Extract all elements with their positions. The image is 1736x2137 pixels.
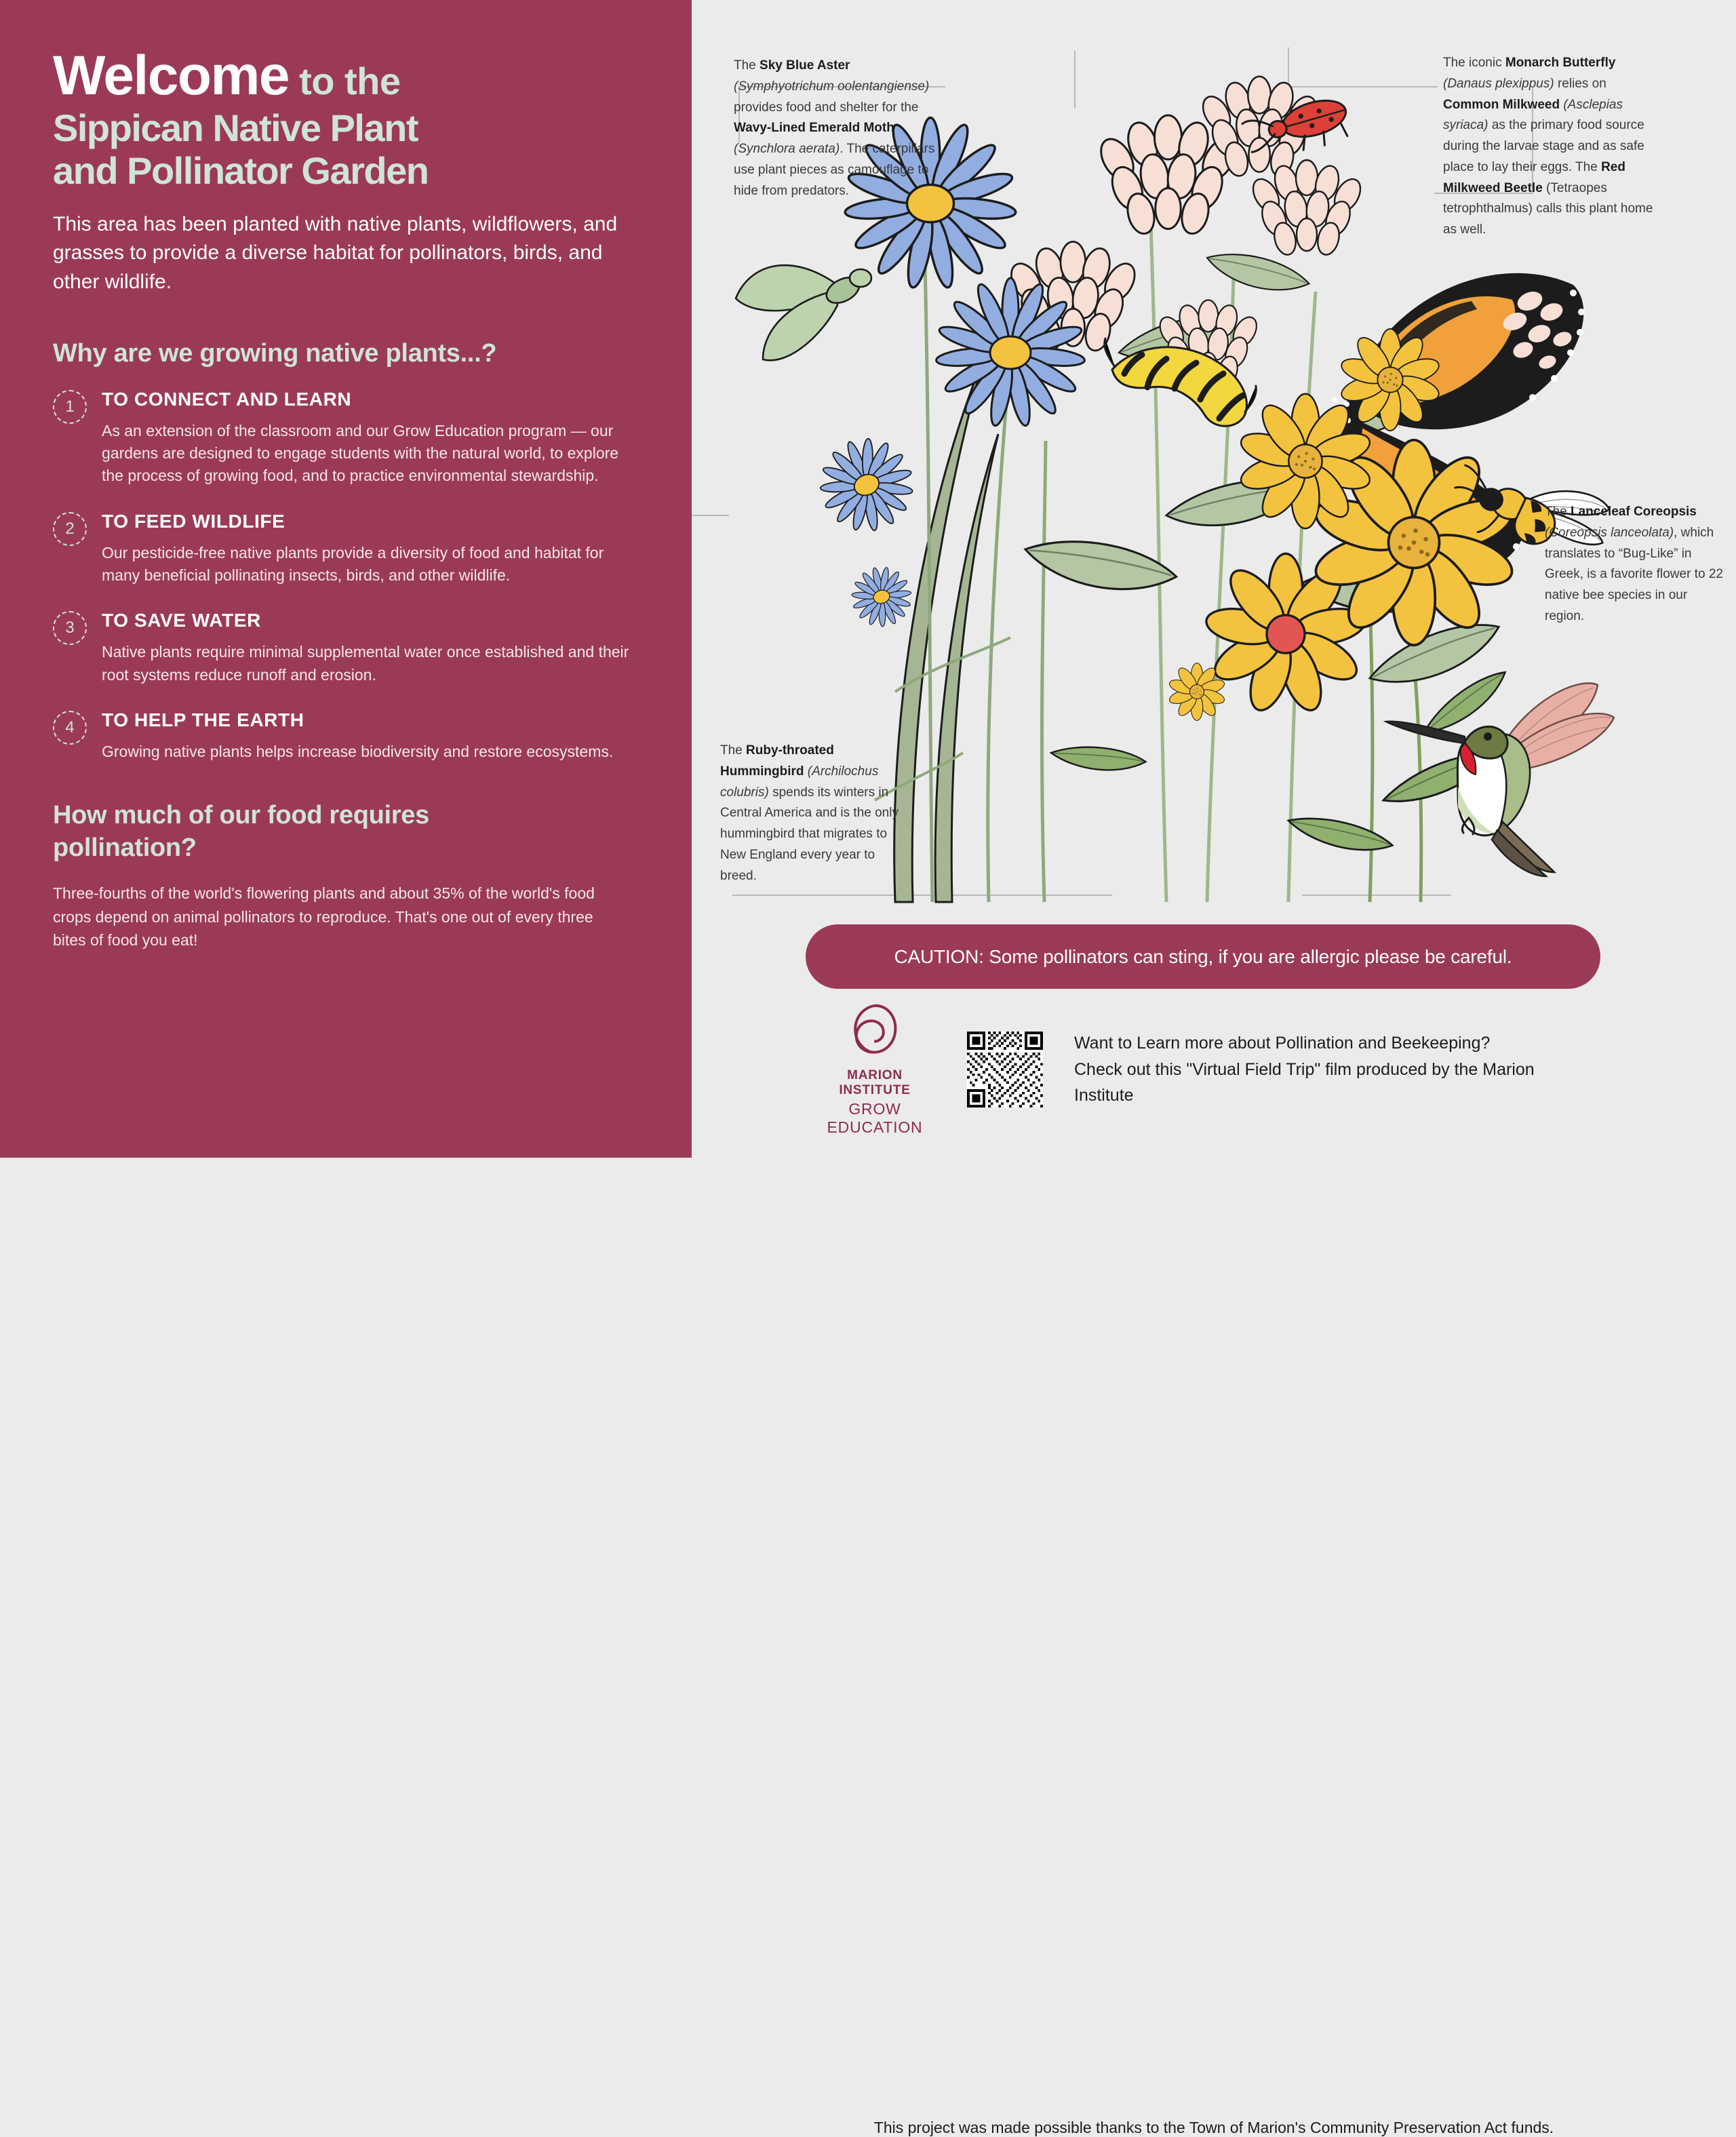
reason-number-badge: 1	[53, 390, 87, 424]
footer-row	[692, 1002, 1736, 1137]
moth-name: Wavy-Lined Emerald Moth	[734, 121, 894, 136]
hummer-name: Ruby-throated Hummingbird	[720, 743, 834, 779]
moth-latin: (Synchlora aerata)	[734, 142, 840, 157]
reason-title: TO FEED WILDLIFE	[102, 510, 285, 532]
aster-mid: provides food and shelter for the	[734, 100, 919, 115]
qr-caption: Want to Learn more about Pollination and Beekeeping? Check out this "Virtual Field Trip" film produced by the Marion Institute	[1074, 1033, 1535, 1105]
milkweed-latin: (Asclepias syriaca)	[1443, 97, 1623, 133]
reasons-list	[53, 389, 639, 764]
coreopsis-tail: , which translates to “Bug-Like” in Greek, is a favorite flower to 22 native bee species in our region.	[1545, 525, 1723, 623]
hummer-tail: spends its winters in Central America and is the only hummingbird that migrates to New England every year to breed.	[720, 785, 899, 883]
hummer-latin: (Archilochus colubris)	[720, 764, 879, 800]
food-pollination-text: Three-fourths of the world's flowering plants and about 35% of the world's food crops depend on animal pollinators to reproduce. That's one out of every three bites of food you eat!	[53, 884, 595, 949]
funding-credit: This project was made possible thanks to the Town of Marion's Community Preservation Act funds.	[873, 2119, 1554, 2136]
hummer-lead: The	[720, 743, 747, 758]
reason-title: TO CONNECT AND LEARN	[102, 388, 352, 410]
monarch-mid2: as the primary food source during the larvae stage and as safe place to lay their eggs. The	[1443, 118, 1644, 174]
grass-blades	[894, 359, 998, 902]
title-line-1	[53, 47, 639, 104]
logo-line-1: MARION INSTITUTE	[839, 1068, 911, 1097]
footer	[692, 1002, 1736, 2136]
callout-sky-blue-aster	[734, 56, 941, 201]
monarch-lead: The iconic	[1443, 56, 1505, 70]
caution-text: CAUTION: Some pollinators can sting, if you are allergic please be careful.	[894, 945, 1512, 967]
reason-item	[53, 610, 639, 686]
aster-latin: (Symphyotrichum oolentangiense)	[734, 79, 930, 94]
title-line-3: and Pollinator Garden	[53, 149, 429, 192]
section-question-food-pollination: How much of our food requires pollination?	[53, 801, 429, 862]
coreopsis-name: Lanceleaf Coreopsis	[1571, 505, 1697, 519]
coreopsis-lead: The	[1545, 505, 1571, 519]
beetle-name: Red Milkweed Beetle	[1443, 159, 1625, 195]
aster-name: Sky Blue Aster	[760, 58, 850, 73]
reason-item	[53, 389, 639, 488]
reason-title: TO SAVE WATER	[102, 610, 261, 631]
reason-text: As an extension of the classroom and our Grow Education program — our gardens are designed to engage students with the natural world, to explore the process of growing food, and to practice environmental stewardship.	[102, 421, 619, 485]
reason-body	[102, 709, 637, 763]
page-title	[53, 47, 639, 190]
reason-text: Native plants require minimal supplemental water once established and their root systems reduce runoff and erosion.	[102, 643, 629, 684]
left-info-panel	[0, 0, 692, 1158]
reason-number-badge: 2	[53, 512, 87, 546]
reason-item	[53, 511, 639, 587]
monarch-latin: (Danaus plexippus)	[1443, 76, 1554, 91]
milkweed-name: Common Milkweed	[1443, 97, 1560, 112]
wavy-lined-emerald-moth	[736, 265, 871, 360]
section-question-native-plants: Why are we growing native plants...?	[53, 338, 497, 368]
callout-monarch-butterfly	[1443, 53, 1660, 241]
reason-body	[102, 610, 637, 686]
reason-body	[102, 389, 637, 488]
reason-number-badge: 4	[53, 711, 87, 745]
title-to-the: to the	[289, 60, 401, 102]
callout-ruby-throated-hummingbird	[720, 741, 903, 886]
title-line-2: Sippican Native Plant	[53, 106, 418, 149]
logo-line-2: GROW EDUCATION	[827, 1100, 923, 1136]
reason-number-badge: 3	[53, 611, 87, 645]
title-welcome: Welcome	[53, 45, 290, 106]
reason-item	[53, 709, 639, 763]
monarch-name: Monarch Butterfly	[1505, 56, 1616, 70]
aster-lead: The	[734, 58, 760, 73]
intro-paragraph: This area has been planted with native plants, wildflowers, and grasses to provide a diverse habitat for pollinators, birds, and other wildlife.	[53, 212, 618, 294]
right-illustration-panel	[692, 0, 1736, 2136]
qr-code[interactable]	[967, 1032, 1043, 1107]
coreopsis-latin: (Coreopsis lanceolata)	[1545, 525, 1674, 540]
monarch-mid: relies on	[1554, 76, 1606, 91]
marion-institute-logo	[814, 1002, 936, 1137]
spiral-logo-icon	[848, 1002, 902, 1057]
aster-tail: . The caterpillars use plant pieces as camouflage to hide from predators.	[734, 142, 935, 198]
reason-text: Growing native plants helps increase biodiversity and restore ecosystems.	[102, 743, 614, 761]
reason-title: TO HELP THE EARTH	[102, 709, 304, 731]
monarch-tail: (Tetraopes tetrophthalmus) calls this plant home as well.	[1443, 180, 1653, 237]
caution-banner	[806, 924, 1600, 989]
reason-text: Our pesticide-free native plants provide a diversity of food and habitat for many beneficial pollinating insects, birds, and other wildlife.	[102, 543, 604, 584]
reason-body	[102, 511, 637, 587]
callout-lanceleaf-coreopsis	[1545, 502, 1728, 627]
